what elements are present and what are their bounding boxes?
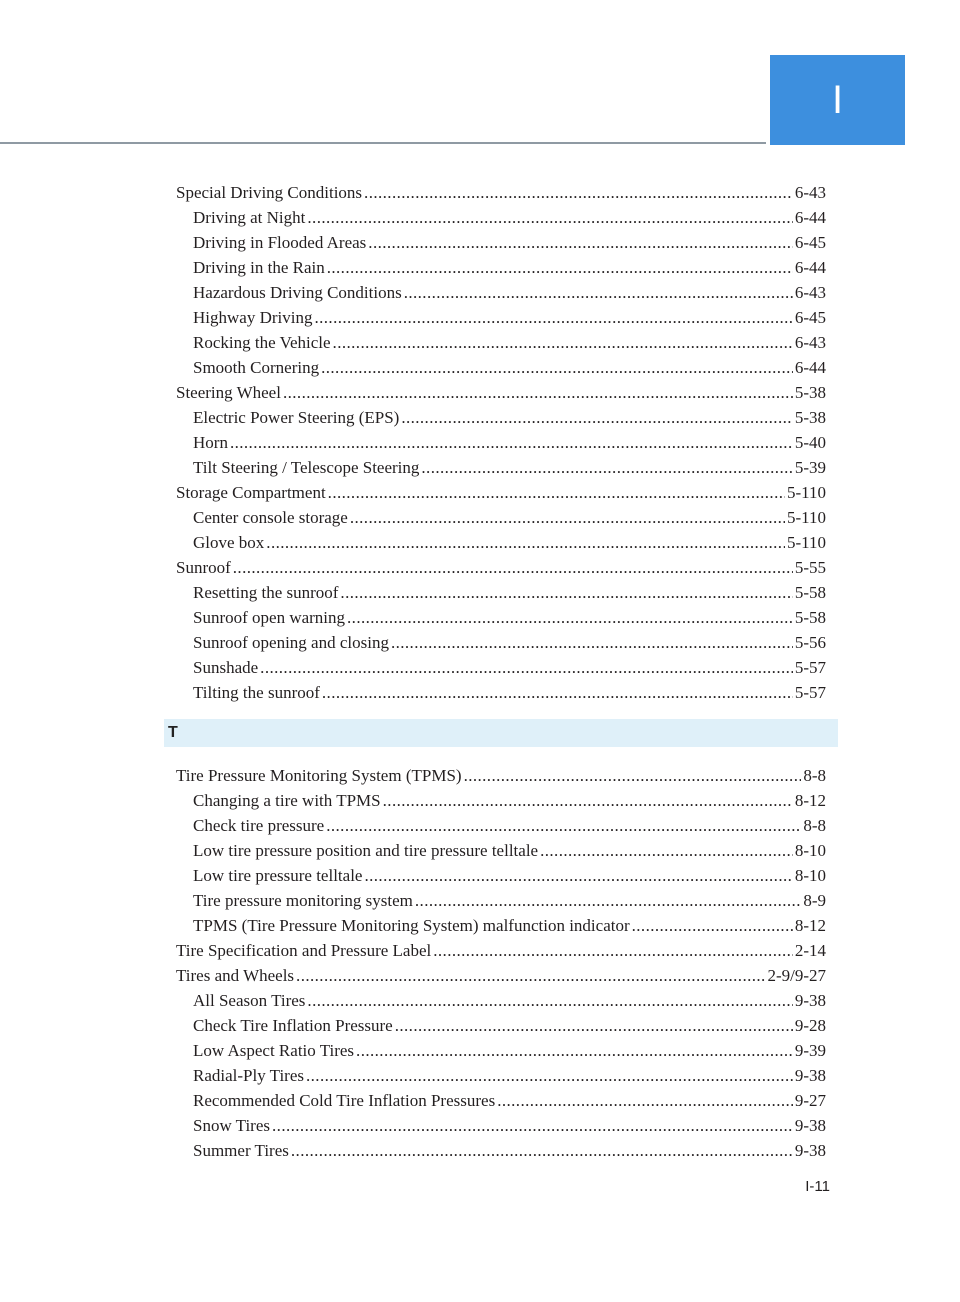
- index-subentry[interactable]: [176, 330, 826, 355]
- entry-label: Tilting the sunroof: [193, 683, 320, 702]
- entry-label: Low tire pressure telltale: [193, 866, 363, 885]
- dot-leader: [283, 380, 793, 405]
- dot-leader: [404, 280, 793, 305]
- entry-page-ref: 5-110: [786, 533, 826, 552]
- index-subentry[interactable]: [176, 280, 826, 305]
- dot-leader: [321, 355, 793, 380]
- entry-page-ref: 6-44: [794, 358, 826, 377]
- index-entry[interactable]: [176, 963, 826, 988]
- dot-leader: [364, 863, 792, 888]
- index-subentry[interactable]: [176, 630, 826, 655]
- dot-leader: [306, 1063, 793, 1088]
- section-letter: T: [168, 724, 178, 741]
- index-subentry[interactable]: [176, 788, 826, 813]
- index-subentry[interactable]: [176, 305, 826, 330]
- entry-page-ref: 8-9: [803, 891, 826, 910]
- entry-page-ref: 5-110: [786, 508, 826, 527]
- entry-label: Steering Wheel: [176, 383, 281, 402]
- index-subentry[interactable]: [176, 355, 826, 380]
- entry-page-ref: 9-38: [794, 1141, 826, 1160]
- entry-label: Tire pressure monitoring system: [193, 891, 413, 910]
- entry-label: Center console storage: [193, 508, 348, 527]
- dot-leader: [314, 305, 792, 330]
- entry-page-ref: 6-44: [794, 258, 826, 277]
- dot-leader: [383, 788, 793, 813]
- entry-page-ref: 5-57: [794, 658, 826, 677]
- dot-leader: [497, 1088, 793, 1113]
- entry-page-ref: 5-57: [794, 683, 826, 702]
- dot-leader: [415, 888, 801, 913]
- entry-label: Sunroof opening and closing: [193, 633, 389, 652]
- dot-leader: [326, 813, 801, 838]
- index-entry[interactable]: [176, 938, 826, 963]
- page-number: I-11: [805, 1178, 830, 1195]
- entry-page-ref: 8-12: [794, 916, 826, 935]
- index-subentry[interactable]: [176, 863, 826, 888]
- entry-label: Smooth Cornering: [193, 358, 320, 377]
- section-tab: I: [770, 55, 905, 145]
- dot-leader: [433, 938, 793, 963]
- entry-page-ref: 9-38: [794, 1116, 826, 1135]
- entry-label: Sunshade: [193, 658, 259, 677]
- entry-page-ref: 5-56: [794, 633, 826, 652]
- entry-label: Special Driving Conditions: [176, 183, 363, 202]
- dot-leader: [368, 230, 793, 255]
- entry-label: Summer Tires: [193, 1141, 289, 1160]
- index-subentry[interactable]: [176, 655, 826, 680]
- entry-page-ref: 8-8: [803, 766, 826, 785]
- dot-leader: [350, 505, 785, 530]
- dot-leader: [464, 763, 802, 788]
- dot-leader: [296, 963, 765, 988]
- entry-page-ref: 6-43: [794, 183, 826, 202]
- dot-leader: [340, 580, 792, 605]
- entry-label: Resetting the sunroof: [193, 583, 339, 602]
- dot-leader: [230, 430, 793, 455]
- dot-leader: [233, 555, 793, 580]
- dot-leader: [272, 1113, 793, 1138]
- entry-label: TPMS (Tire Pressure Monitoring System) malfunction indicator: [193, 916, 630, 935]
- index-subentry[interactable]: [176, 405, 826, 430]
- index-subentry[interactable]: [176, 605, 826, 630]
- dot-leader: [421, 455, 792, 480]
- index-subentry[interactable]: [176, 255, 826, 280]
- entry-page-ref: 9-27: [794, 1091, 826, 1110]
- index-subentry[interactable]: [176, 813, 826, 838]
- index-list: [168, 180, 826, 1163]
- entry-page-ref: 5-58: [794, 608, 826, 627]
- entry-label: Storage Compartment: [176, 483, 326, 502]
- dot-leader: [395, 1013, 793, 1038]
- dot-leader: [347, 605, 793, 630]
- index-subentry[interactable]: [176, 888, 826, 913]
- entry-label: Changing a tire with TPMS: [193, 791, 381, 810]
- dot-leader: [632, 913, 793, 938]
- entry-page-ref: 5-55: [794, 558, 826, 577]
- index-subentry[interactable]: [176, 455, 826, 480]
- entry-page-ref: 5-58: [794, 583, 826, 602]
- entry-label: Tire Pressure Monitoring System (TPMS): [176, 766, 462, 785]
- index-subentry[interactable]: [176, 580, 826, 605]
- entry-page-ref: 5-110: [786, 483, 826, 502]
- entry-label: Low Aspect Ratio Tires: [193, 1041, 355, 1060]
- dot-leader: [356, 1038, 793, 1063]
- entry-label: Sunroof: [176, 558, 231, 577]
- index-entry[interactable]: [176, 763, 826, 788]
- dot-leader: [333, 330, 793, 355]
- entry-label: Driving in the Rain: [193, 258, 325, 277]
- dot-leader: [260, 655, 793, 680]
- index-subentry[interactable]: [176, 838, 826, 863]
- entry-page-ref: 8-8: [803, 816, 826, 835]
- index-entry[interactable]: [176, 380, 826, 405]
- entry-label: Check tire pressure: [193, 816, 325, 835]
- dot-leader: [364, 180, 793, 205]
- entry-label: Highway Driving: [193, 308, 313, 327]
- dot-leader: [322, 680, 793, 705]
- entry-label: Horn: [193, 433, 228, 452]
- entry-page-ref: 5-38: [794, 408, 826, 427]
- dot-leader: [391, 630, 793, 655]
- entry-page-ref: 6-43: [794, 283, 826, 302]
- entry-label: Tires and Wheels: [176, 966, 295, 985]
- entry-label: Recommended Cold Tire Inflation Pressures: [193, 1091, 496, 1110]
- index-subentry[interactable]: [176, 1138, 826, 1163]
- entry-page-ref: 9-28: [794, 1016, 826, 1035]
- entry-label: Sunroof open warning: [193, 608, 346, 627]
- index-subentry[interactable]: [176, 1013, 826, 1038]
- entry-page-ref: 2-14: [794, 941, 826, 960]
- entry-page-ref: 8-10: [794, 866, 826, 885]
- index-subentry[interactable]: [176, 230, 826, 255]
- index-subentry[interactable]: [176, 1063, 826, 1088]
- entry-label: Snow Tires: [193, 1116, 271, 1135]
- section-letter-header: [164, 719, 838, 747]
- entry-page-ref: 8-10: [794, 841, 826, 860]
- entry-page-ref: 9-39: [794, 1041, 826, 1060]
- entry-page-ref: 8-12: [794, 791, 826, 810]
- entry-page-ref: 9-38: [794, 991, 826, 1010]
- index-subentry[interactable]: [176, 1038, 826, 1063]
- dot-leader: [291, 1138, 793, 1163]
- entry-label: All Season Tires: [193, 991, 306, 1010]
- entry-page-ref: 6-45: [794, 233, 826, 252]
- entry-label: Check Tire Inflation Pressure: [193, 1016, 393, 1035]
- entry-page-ref: 6-45: [794, 308, 826, 327]
- entry-label: Radial-Ply Tires: [193, 1066, 304, 1085]
- dot-leader: [540, 838, 793, 863]
- index-subentry[interactable]: [176, 430, 826, 455]
- entry-label: Hazardous Driving Conditions: [193, 283, 402, 302]
- index-subentry[interactable]: [176, 1088, 826, 1113]
- entry-page-ref: 6-43: [794, 333, 826, 352]
- entry-label: Driving in Flooded Areas: [193, 233, 367, 252]
- entry-label: Driving at Night: [193, 208, 306, 227]
- header-rule: [0, 142, 766, 144]
- entry-label: Electric Power Steering (EPS): [193, 408, 400, 427]
- entry-page-ref: 5-39: [794, 458, 826, 477]
- index-subentry[interactable]: [176, 1113, 826, 1138]
- entry-page-ref: 2-9/9-27: [767, 966, 826, 985]
- index-entry[interactable]: [176, 480, 826, 505]
- entry-page-ref: 6-44: [794, 208, 826, 227]
- index-subentry[interactable]: [176, 505, 826, 530]
- entry-page-ref: 5-40: [794, 433, 826, 452]
- entry-page-ref: 9-38: [794, 1066, 826, 1085]
- index-entry[interactable]: [176, 555, 826, 580]
- entry-label: Low tire pressure position and tire pressure telltale: [193, 841, 539, 860]
- entry-label: Rocking the Vehicle: [193, 333, 331, 352]
- index-subentry[interactable]: [176, 913, 826, 938]
- index-subentry[interactable]: [176, 988, 826, 1013]
- dot-leader: [307, 988, 792, 1013]
- index-subentry[interactable]: [176, 680, 826, 705]
- entry-label: Tire Specification and Pressure Label: [176, 941, 432, 960]
- index-entry[interactable]: [176, 180, 826, 205]
- dot-leader: [307, 205, 792, 230]
- index-subentry[interactable]: [176, 205, 826, 230]
- entry-page-ref: 5-38: [794, 383, 826, 402]
- dot-leader: [266, 530, 785, 555]
- index-subentry[interactable]: [176, 530, 826, 555]
- entry-label: Glove box: [193, 533, 265, 552]
- dot-leader: [327, 255, 793, 280]
- dot-leader: [401, 405, 793, 430]
- entry-label: Tilt Steering / Telescope Steering: [193, 458, 420, 477]
- dot-leader: [328, 480, 785, 505]
